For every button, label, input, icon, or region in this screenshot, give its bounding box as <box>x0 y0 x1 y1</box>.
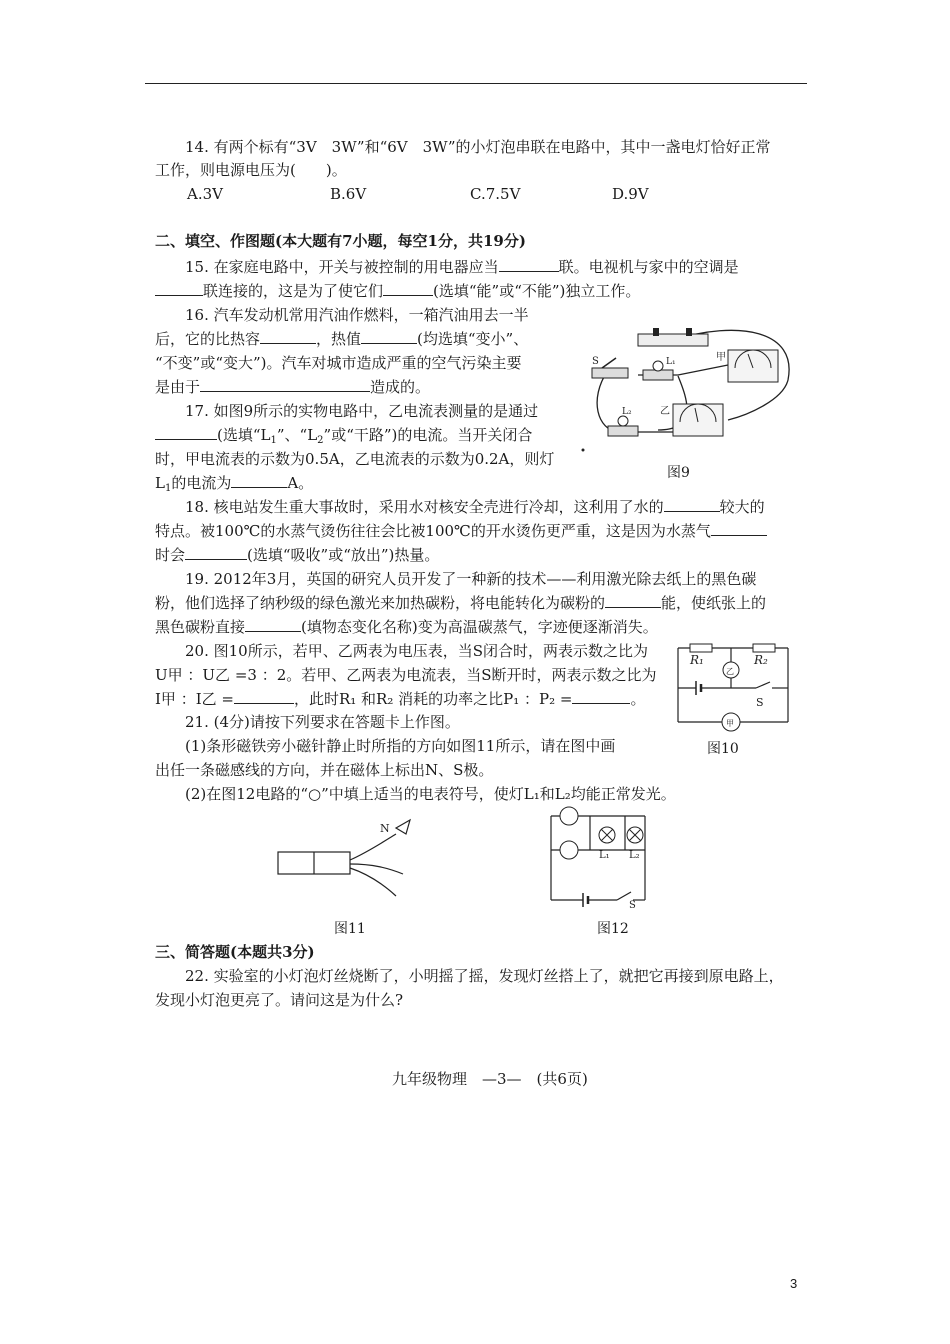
q17-blank-1 <box>155 425 217 440</box>
q15-text-a: 15. 在家庭电路中，开关与被控制的用电器应当 <box>185 258 499 276</box>
figure-9-circuit <box>578 320 808 450</box>
q19-text-b: 能，使纸张上的 <box>661 594 767 612</box>
q17-text-d: L <box>155 474 165 492</box>
q15-line1 <box>185 257 739 277</box>
fig10-label-jia: 甲 <box>726 719 734 728</box>
q16-text-c: (均选填“变小”、 <box>417 330 529 348</box>
q14-option-d: D.9V <box>612 185 649 203</box>
header-rule <box>145 83 807 84</box>
q19-blank-2 <box>245 617 301 632</box>
q18-text-a: 18. 核电站发生重大事故时，采用水对核安全壳进行冷却，这利用了水的 <box>185 498 664 516</box>
q15-blank-3 <box>383 281 433 296</box>
page-number: 3 <box>790 1276 798 1291</box>
q20-blank-1 <box>234 689 294 704</box>
q19-text-d: (填物态变化名称)变为高温碳蒸气，字迹便逐渐消失。 <box>301 618 658 636</box>
q20-blank-2 <box>572 689 630 704</box>
q19-text-c: 黑色碳粉直接 <box>155 618 246 636</box>
fig9-label-l2: L₂ <box>622 407 632 417</box>
q21-line3: 出任一条磁感线的方向，并在磁体上标出N、S极。 <box>155 761 494 779</box>
fig9-label-jia: 甲 <box>716 352 726 363</box>
q18-line3 <box>155 545 439 565</box>
figure-12-circuit <box>545 806 675 911</box>
section2-title: 二、填空、作图题(本大题有7小题，每空1分，共19分) <box>155 232 526 250</box>
q15-blank-1 <box>499 257 559 272</box>
q17-text-a: (选填“L <box>217 426 271 444</box>
q20-line2: U甲 ：U乙 =3 ：2。若甲、乙两表为电流表，当S断开时，两表示数之比为 <box>155 666 657 684</box>
figure-10-caption: 图10 <box>707 741 739 757</box>
section3-title: 三、简答题(本题共3分) <box>155 943 315 961</box>
figure-12-caption: 图12 <box>597 921 629 937</box>
q15-text-b: 联。电视机与家中的空调是 <box>558 258 739 276</box>
fig9-label-s: S <box>592 356 599 367</box>
q22-line2: 发现小灯泡更亮了。请问这是为什么? <box>155 991 404 1009</box>
fig9-label-yi: 乙 <box>660 406 670 417</box>
q14-option-b: B.6V <box>330 185 367 203</box>
q18-text-c: 特点。被100℃的水蒸气烫伤往往会比被100℃的开水烫伤更严重，这是因为水蒸气 <box>155 522 711 540</box>
q14-option-c: C.7.5V <box>470 185 521 203</box>
q16-text-d: 是由于 <box>155 378 201 396</box>
q18-text-e: (选填“吸收”或“放出”)热量。 <box>247 546 440 564</box>
q16-text-e: 造成的。 <box>370 378 431 396</box>
fig11-label-n: N <box>380 822 390 835</box>
q17-text-c: ”或“干路”)的电流。当开关闭合 <box>323 426 533 444</box>
q19-text-a: 粉，他们选择了纳秒级的绿色激光来加热碳粉，将电能转化为碳粉的 <box>155 594 606 612</box>
page-footer: 九年级物理 —3— (共6页) <box>392 1070 588 1088</box>
fig10-label-yi: 乙 <box>726 667 734 676</box>
q16-blank-1 <box>260 329 316 344</box>
q18-line1 <box>185 497 765 517</box>
q16-blank-2 <box>361 329 417 344</box>
q20-text-c: 。 <box>630 690 646 708</box>
q18-text-d: 时会 <box>155 546 186 564</box>
q15-text-c: 联连接的，这是为了使它们 <box>203 282 384 300</box>
q19-blank-1 <box>605 593 661 608</box>
q22-line1: 22. 实验室的小灯泡灯丝烧断了，小明摇了摇，发现灯丝搭上了，就把它再接到原电路上， <box>185 967 784 985</box>
figure-10-circuit <box>668 640 798 730</box>
q20-text-b: ，此时R₁ 和R₂ 消耗的功率之比P₁ ：P₂ = <box>293 690 573 708</box>
q17-text-b: ”、“L <box>276 426 318 444</box>
q14-line1: 14. 有两个标有“3V 3W”和“6V 3W”的小灯泡串联在电路中，其中一盏电灯恰好正常 <box>185 138 771 156</box>
q14-option-a: A.3V <box>187 185 223 203</box>
q18-blank-3 <box>185 545 247 560</box>
q18-text-b: 较大的 <box>719 498 765 516</box>
q18-line2 <box>155 521 767 541</box>
q17-line1: 17. 如图9所示的实物电路中，乙电流表测量的是通过 <box>185 402 539 420</box>
q15-line2 <box>155 281 640 301</box>
q17-text-f: A。 <box>287 474 314 492</box>
q17-blank-2 <box>231 473 287 488</box>
q16-line1: 16. 汽车发动机常用汽油作燃料，一箱汽油用去一半 <box>185 306 529 324</box>
q21-line2: (1)条形磁铁旁小磁针静止时所指的方向如图11所示，请在图中画 <box>185 737 616 755</box>
figure-11-caption: 图11 <box>334 921 366 937</box>
q21-line4: (2)在图12电路的“○”中填上适当的电表符号，使灯L₁和L₂均能正常发光。 <box>185 785 676 803</box>
fig9-label-l1: L₁ <box>666 357 676 367</box>
fig12-label-l1: L₁ <box>599 850 610 861</box>
fig12-label-l2: L₂ <box>629 850 640 861</box>
q17-line3: 时，甲电流表的示数为0.5A，乙电流表的示数为0.2A，则灯 <box>155 450 555 468</box>
q17-line2 <box>155 425 532 451</box>
q16-line4 <box>155 377 430 397</box>
figure-11-magnet <box>278 812 428 902</box>
q18-blank-1 <box>664 497 720 512</box>
q17-sub-3: 1 <box>164 483 172 494</box>
q20-line1: 20. 图10所示，若甲、乙两表为电压表，当S闭合时，两表示数之比为 <box>185 642 648 660</box>
q17-sub-1: 1 <box>270 435 277 446</box>
q16-text-a: 后，它的比热容 <box>155 330 261 348</box>
q17-text-e: 的电流为 <box>171 474 232 492</box>
q19-line2 <box>155 593 766 613</box>
q16-line2 <box>155 329 528 349</box>
fig12-label-s: S <box>629 900 636 911</box>
q16-blank-3 <box>200 377 370 392</box>
q16-line3: “不变”或“变大”)。汽车对城市造成严重的空气污染主要 <box>155 354 522 372</box>
q18-blank-2 <box>711 521 767 536</box>
q14-line2: 工作，则电源电压为( )。 <box>155 161 347 179</box>
q16-text-b: ，热值 <box>316 330 362 348</box>
q17-line4 <box>155 473 313 499</box>
q15-blank-2 <box>155 281 203 296</box>
fig10-label-s: S <box>756 696 764 709</box>
q19-line3 <box>155 617 658 637</box>
fig10-label-r1: R₁ <box>690 653 704 667</box>
q19-line1: 19. 2012年3月，英国的研究人员开发了一种新的技术——利用激光除去纸上的黑色碳 <box>185 570 757 588</box>
fig10-label-r2: R₂ <box>754 653 768 667</box>
q17-sub-2: 2 <box>317 435 324 446</box>
q20-text-a: I甲 ：I乙 = <box>155 690 234 708</box>
q20-line3 <box>155 689 645 709</box>
figure-9-caption: 图9 <box>667 465 690 481</box>
q15-text-d: (选填“能”或“不能”)独立工作。 <box>433 282 641 300</box>
q21-line1: 21. (4分)请按下列要求在答题卡上作图。 <box>185 713 460 731</box>
